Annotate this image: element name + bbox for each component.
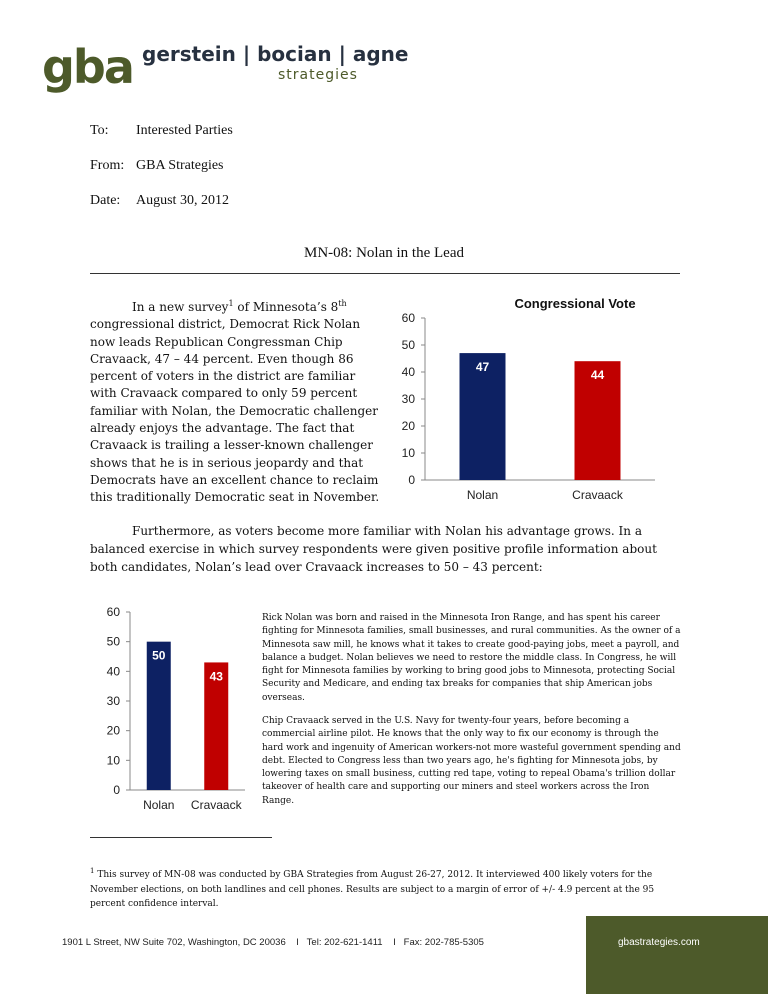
y-tick-label: 30: [401, 392, 415, 406]
y-tick-label: 60: [401, 311, 415, 325]
title-divider: [90, 273, 680, 274]
to-value: Interested Parties: [136, 123, 233, 138]
y-tick-label: 60: [106, 605, 120, 619]
nolan-bio: Rick Nolan was born and raised in the Minnesota Iron Range, and has spent his career fighting for Minnesota families, small businesses, and rural communities. As the owner of a Minnesota saw mill, he knows what it takes to create good-paying jobs, meet a payroll, and balance a budget. Nolan believes we need to restore the middle class. In Congress, he will fight for Minnesota families by working to bring good jobs to Minnesota, protecting Social Security and Medicare, and ending tax breaks for companies that ship American jobs overseas.: [262, 613, 681, 703]
y-tick-label: 20: [401, 419, 415, 433]
from-label: From:: [90, 158, 125, 173]
y-tick-label: 50: [401, 338, 415, 352]
y-tick-label: 50: [106, 634, 120, 649]
y-tick-label: 10: [106, 753, 120, 768]
y-tick-label: 30: [106, 694, 120, 708]
y-tick-label: 10: [401, 446, 415, 460]
footnote-divider: [90, 837, 272, 838]
y-tick-label: 40: [106, 664, 120, 679]
y-tick-label: 0: [113, 783, 120, 797]
from-value: GBA Strategies: [136, 158, 224, 173]
memo-title: MN-08: Nolan in the Lead: [304, 245, 464, 261]
cravaack-bio: Chip Cravaack served in the U.S. Navy for twenty-four years, before becoming a commercial airline pilot. He knows that the only way to fix our economy is through the hard work and ingenuity of American workers-not more wasteful government spending and debt. Elected to Congress less than two years ago, he's fighting for Minnesota jobs, by lowering taxes on small business, cutting red tape, voting to repeal Obama's trillion dollar takeover of health care and supporting our miners and steel workers across the Iron Range.: [262, 716, 681, 806]
data-label: 44: [590, 368, 605, 383]
x-tick-label: Nolan: [466, 488, 499, 502]
logo-subtitle: strategies: [278, 67, 358, 83]
footer-url[interactable]: gbastrategies.com: [618, 937, 700, 948]
x-tick-label: Nolan: [143, 798, 175, 812]
to-label: To:: [90, 123, 109, 138]
y-tick-label: 0: [408, 473, 415, 487]
date-value: August 30, 2012: [136, 193, 229, 208]
y-tick-label: 20: [106, 723, 120, 738]
footnote: $^1$ This survey of MN-08 was conducted by GBA Strategies from August 26-27, 2012. It interviewed 400 likely voters for the November elections, on both landlines and cell phones. Results are subject to a margin of error of +/- 4.9 percent at the 95 percent confidence interval.: [90, 867, 655, 909]
data-label: 43: [209, 669, 223, 684]
intro-paragraph: In a new survey$^1$ of Minnesota’s 8th congressional district, Democrat Rick Nolan now leads Republican Congressman Chip Cravaack, 47 – 44 percent. Even though 86 percent of voters in the district are familiar with Cravaack compared to only 59 percent familiar with Nolan, the Democratic challenger already enjoys the advantage. The fact that Cravaack is trailing a lesser-known challenger shows that he is in serious jeopardy and that Democrats have an excellent chance to reclaim this traditionally Democratic seat in November.: [90, 299, 380, 505]
informed-paragraph: Furthermore, as voters become more familiar with Nolan his advantage grows. In a balanced exercise in which survey respondents were given positive profile information about both candidates, Nolan’s lead over Cravaack increases to 50 – 43 percent:: [90, 524, 657, 574]
data-label: 50: [152, 648, 166, 663]
footer-contact: 1901 L Street, NW Suite 702, Washington, DC 20036 I Tel: 202-621-1411 I Fax: 202-785-5305: [62, 937, 484, 948]
date-label: Date:: [90, 193, 121, 208]
y-tick-label: 40: [401, 365, 415, 379]
footnote-ref: 1: [228, 299, 234, 308]
logo-name: gerstein | bocian | agne: [142, 42, 409, 66]
logo-mark: gba: [42, 40, 133, 94]
x-tick-label: Cravaack: [190, 798, 242, 812]
x-tick-label: Cravaack: [572, 488, 623, 502]
chart-informed-vote: [90, 600, 255, 820]
data-label: 47: [475, 360, 490, 375]
bar-nolan: [147, 642, 171, 790]
footer-brand-box: [586, 916, 768, 994]
chart-congressional-vote: [388, 290, 688, 510]
chart-title: Congressional Vote: [514, 296, 636, 311]
